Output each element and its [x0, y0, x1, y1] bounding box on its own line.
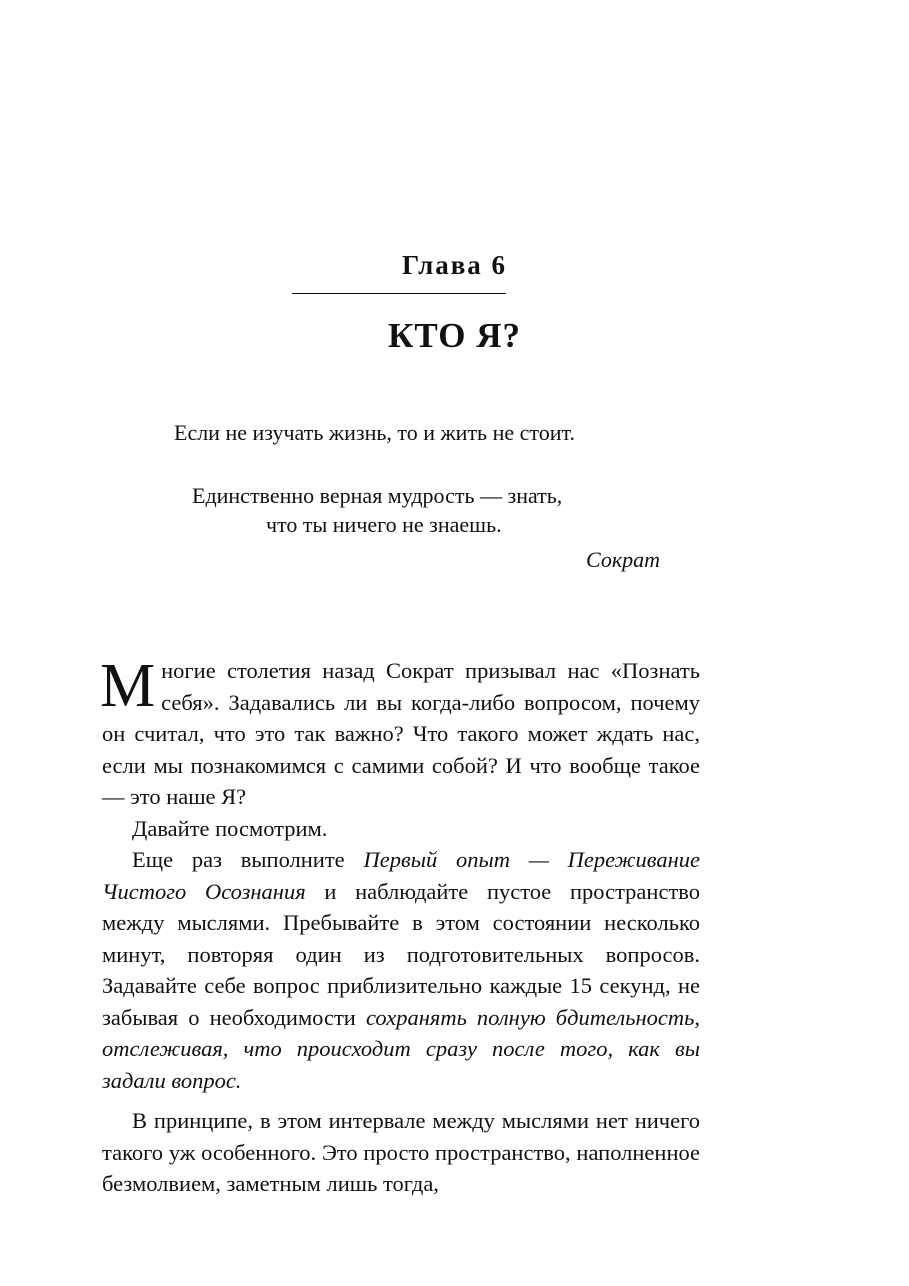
chapter-title: КТО Я? — [387, 316, 521, 355]
paragraph-3-text-b: и наблюдайте пустое пространство между мыслями. Пребывайте в этом состоянии несколько минут, повторяя один из подготовительных вопросов. Задавайте себе вопрос приблизительно каждые 15 секунд, не забывая о необходимости — [102, 878, 700, 1030]
epigraph-line-2: Единственно верная мудрость — знать, — [192, 483, 563, 508]
epigraph-line-3: что ты ничего не знаешь. — [266, 512, 502, 537]
paragraph-3-text-a: Еще раз выполните — [132, 847, 364, 872]
title-rule — [292, 293, 506, 294]
chapter-label: Глава 6 — [401, 250, 508, 280]
paragraph-1-text: ногие столетия назад Сократ призывал нас «Познать себя». Задавались ли вы когда-либо вопросом, почему он считал, что это так важно? Что такого может ждать нас, если мы познакомимся с самими собой? И что вообще такое — это наше Я? — [102, 658, 700, 809]
epigraph-author: Сократ — [586, 547, 661, 572]
paragraph-2: Давайте посмотрим. — [132, 815, 328, 841]
paragraph-3-italic-2: сохранять полную бдительность, отслеживая, что происходит сразу после того, как вы задали вопрос. — [102, 1004, 700, 1093]
drop-cap: М — [100, 652, 156, 720]
body-text — [100, 652, 700, 1200]
paragraph-3-italic-1: Первый опыт — Переживание Чистого Осознания — [102, 847, 700, 904]
paragraph-4: В принципе, в этом интервале между мыслями нет ничего такого уж особенного. Это просто пространство, наполненное безмолвием, заметным лишь тогда, — [102, 1108, 700, 1196]
paragraph-1 — [100, 652, 700, 813]
paragraph-3 — [102, 844, 700, 1096]
epigraph-line-1: Если не изучать жизнь, то и жить не стоит. — [174, 420, 575, 445]
